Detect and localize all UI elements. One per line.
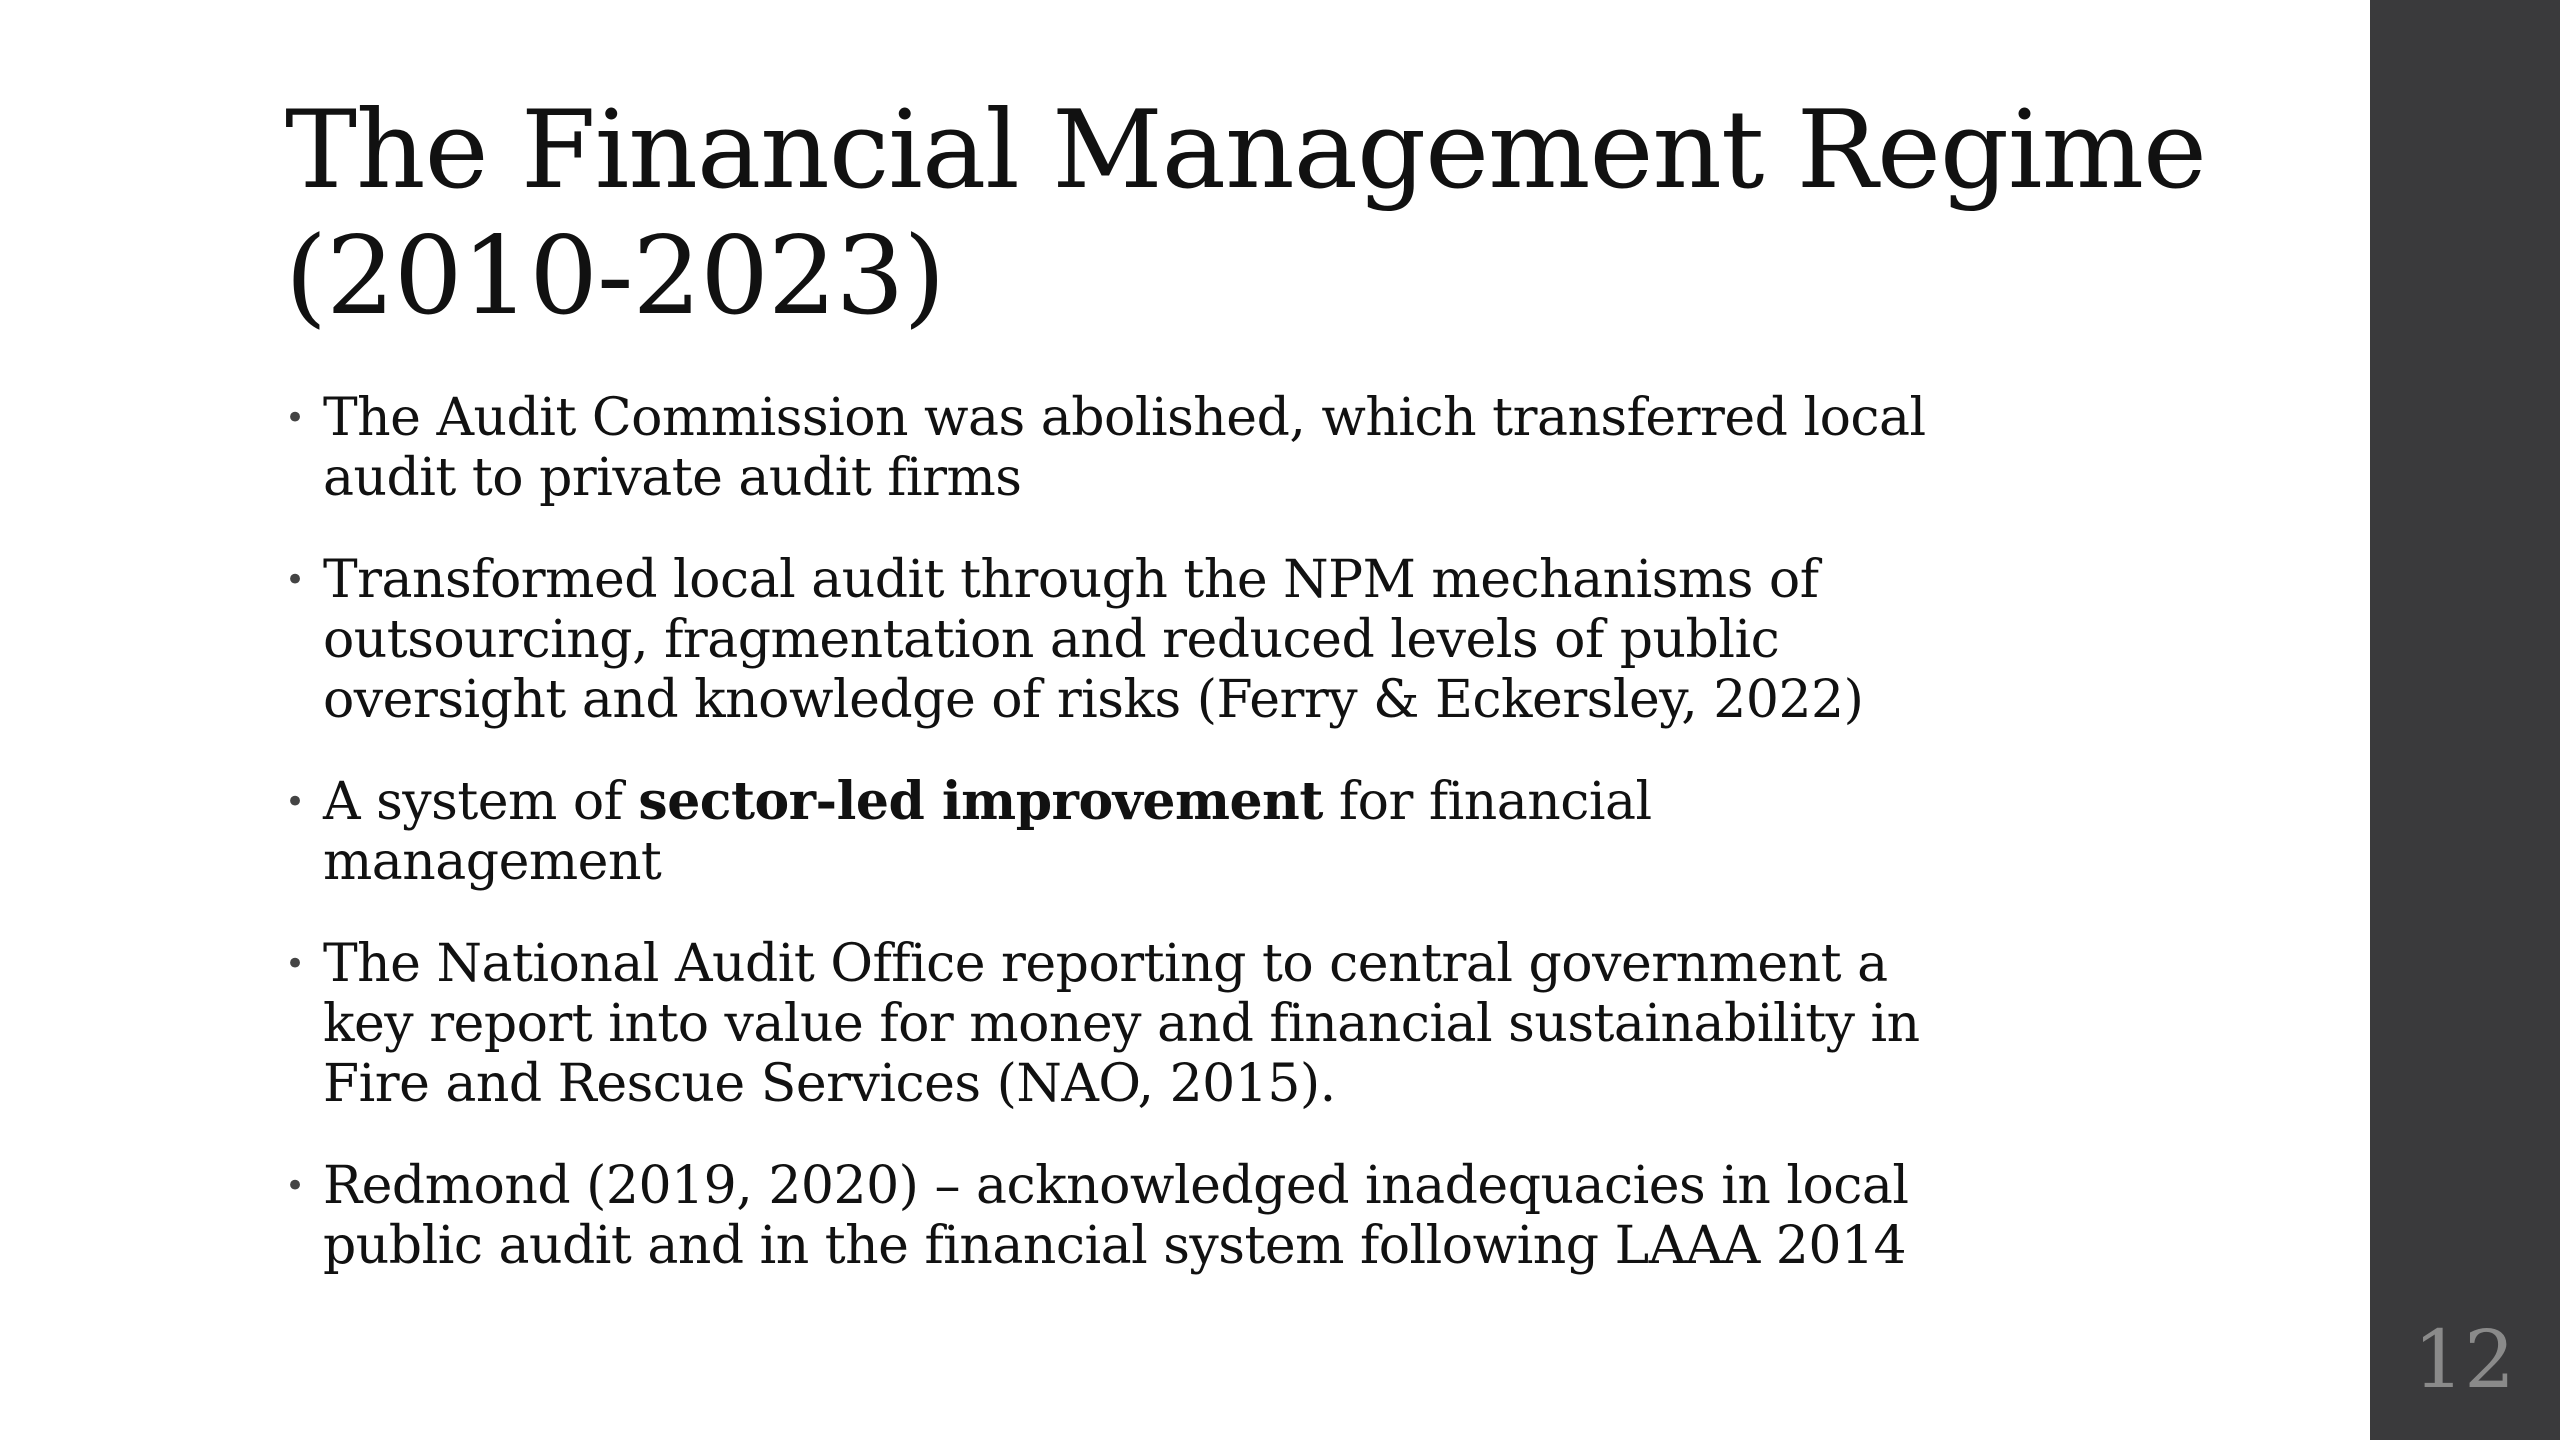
bullet-text-segment: for financial xyxy=(1322,772,1652,832)
bullet-dot-icon: • xyxy=(285,944,305,984)
bullet-list xyxy=(285,388,2295,1318)
bullet-dot-icon: • xyxy=(285,1166,305,1206)
slide-title-line-2: (2010-2023) xyxy=(285,214,945,339)
bullet-text-line: Fire and Rescue Services (NAO, 2015). xyxy=(323,1054,1336,1114)
bullet-dot-icon: • xyxy=(285,782,305,822)
slide-number: 12 xyxy=(2413,1313,2515,1406)
bullet-bold-text: sector-led improvement xyxy=(638,771,1323,832)
side-bar xyxy=(2370,0,2560,1440)
slide-title-line-1: The Financial Management Regime xyxy=(285,88,2206,213)
bullet-item xyxy=(285,1156,2295,1276)
bullet-text-line: The National Audit Office reporting to central government a xyxy=(323,934,1888,994)
bullet-text-line: Transformed local audit through the NPM mechanisms of xyxy=(323,550,1819,610)
bullet-text-line: audit to private audit firms xyxy=(323,448,1022,508)
bullet-item xyxy=(285,550,2295,730)
bullet-text-segment: A system of xyxy=(323,772,639,832)
bullet-item xyxy=(285,388,2295,508)
bullet-text-line: The Audit Commission was abolished, which transferred local xyxy=(323,388,1926,448)
bullet-text-line: management xyxy=(323,832,662,892)
bullet-text-line: Redmond (2019, 2020) – acknowledged inadequacies in local xyxy=(323,1156,1909,1216)
bullet-text-line: public audit and in the financial system following LAAA 2014 xyxy=(323,1216,1907,1276)
bullet-item xyxy=(285,934,2295,1114)
bullet-dot-icon: • xyxy=(285,560,305,600)
bullet-text-line xyxy=(323,772,2295,832)
bullet-text-line: key report into value for money and financial sustainability in xyxy=(323,994,1920,1054)
bullet-text-line: oversight and knowledge of risks (Ferry & Eckersley, 2022) xyxy=(323,670,1864,730)
bullet-text-line: outsourcing, fragmentation and reduced levels of public xyxy=(323,610,1780,670)
bullet-item xyxy=(285,772,2295,892)
bullet-dot-icon: • xyxy=(285,398,305,438)
slide-title xyxy=(285,88,2325,340)
